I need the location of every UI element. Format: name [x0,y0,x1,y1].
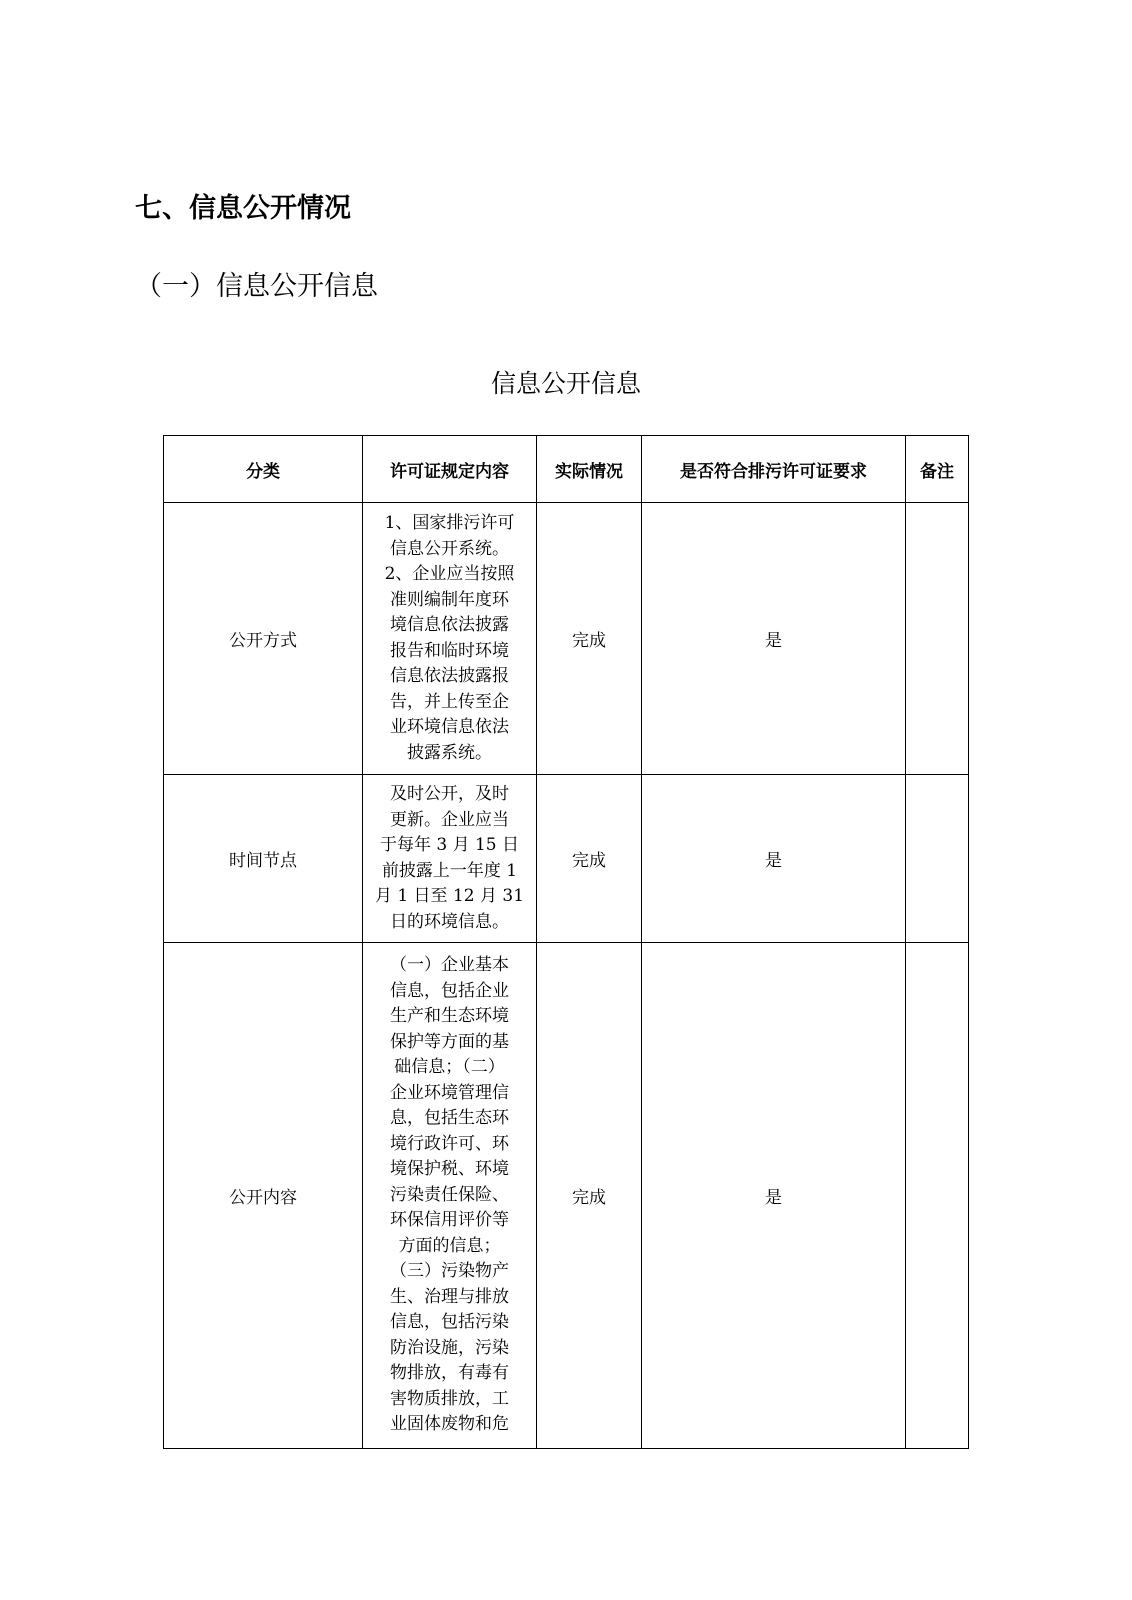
row-category: 公开方式 [164,503,363,775]
row-compliance: 是 [642,503,906,775]
content-line: 信息，包括污染 [390,1312,509,1333]
row-remark [906,775,969,943]
content-line: 2、企业应当按照 [384,564,515,584]
content-line: 更新。企业应当 [390,809,509,830]
row-category: 时间节点 [164,775,363,943]
table-caption: 信息公开信息 [490,369,641,398]
content-line: 1、国家排污许可 [384,513,515,533]
header-category: 分类 [164,436,363,503]
content-line: 生、治理与排放 [390,1286,509,1307]
row-permit-content [363,503,537,775]
content-line: 生产和生态环境 [390,1006,509,1027]
table-row [164,503,969,775]
header-actual-status: 实际情况 [537,436,642,503]
header-permit-content: 许可证规定内容 [363,436,537,503]
content-line: 业环境信息依法 [390,717,509,737]
row-actual-status: 完成 [537,943,642,1449]
content-line: 污染责任保险、 [390,1184,509,1205]
row-remark [906,943,969,1449]
content-line: 及时公开，及时 [390,784,509,804]
content-line: 环保信用评价等 [390,1210,509,1231]
content-line: 境信息依法披露 [390,615,509,635]
row-compliance: 是 [642,943,906,1449]
content-line: 准则编制年度环 [390,589,509,610]
content-line: 息，包括生态环 [390,1108,509,1129]
info-disclosure-table [163,435,969,1449]
subsection-title: （一）信息公开信息 [135,271,378,302]
content-line: 信息公开系统。 [390,538,509,559]
content-line: 月 1 日至 12 月 31 [374,886,525,906]
table-header-row [164,436,969,503]
content-line: 害物质排放，工 [390,1388,509,1409]
header-compliance: 是否符合排污许可证要求 [642,436,906,503]
row-compliance: 是 [642,775,906,943]
row-actual-status: 完成 [537,503,642,775]
content-line: 于每年 3 月 15 日 [379,835,520,855]
row-permit-content [363,943,537,1449]
table-row [164,775,969,943]
content-line: 告，并上传至企 [390,691,509,712]
content-line: 报告和临时环境 [390,640,509,661]
content-line: 础信息；（二） [394,1057,505,1078]
content-line: 信息，包括企业 [390,980,509,1001]
content-line: 业固体废物和危 [390,1414,509,1435]
row-remark [906,503,969,775]
content-line: 前披露上一年度 1 [381,860,518,881]
content-line: （一）企业基本 [390,955,509,976]
content-line: 境保护税、环境 [390,1159,509,1180]
header-remark: 备注 [906,436,969,503]
content-line: 防治设施，污染 [390,1337,509,1358]
content-line: （三）污染物产 [390,1261,509,1282]
content-line: 信息依法披露报 [390,666,509,686]
row-actual-status: 完成 [537,775,642,943]
content-line: 物排放，有毒有 [390,1363,509,1384]
row-category: 公开内容 [164,943,363,1449]
content-line: 日的环境信息。 [390,911,509,932]
content-line: 企业环境管理信 [390,1082,509,1103]
content-line: 境行政许可、环 [390,1133,509,1154]
row-permit-content [363,775,537,943]
content-line: 保护等方面的基 [390,1031,509,1052]
content-line: 披露系统。 [407,742,492,763]
content-line: 方面的信息； [398,1235,501,1256]
table-row [164,943,969,1449]
section-title: 七、信息公开情况 [135,193,351,224]
